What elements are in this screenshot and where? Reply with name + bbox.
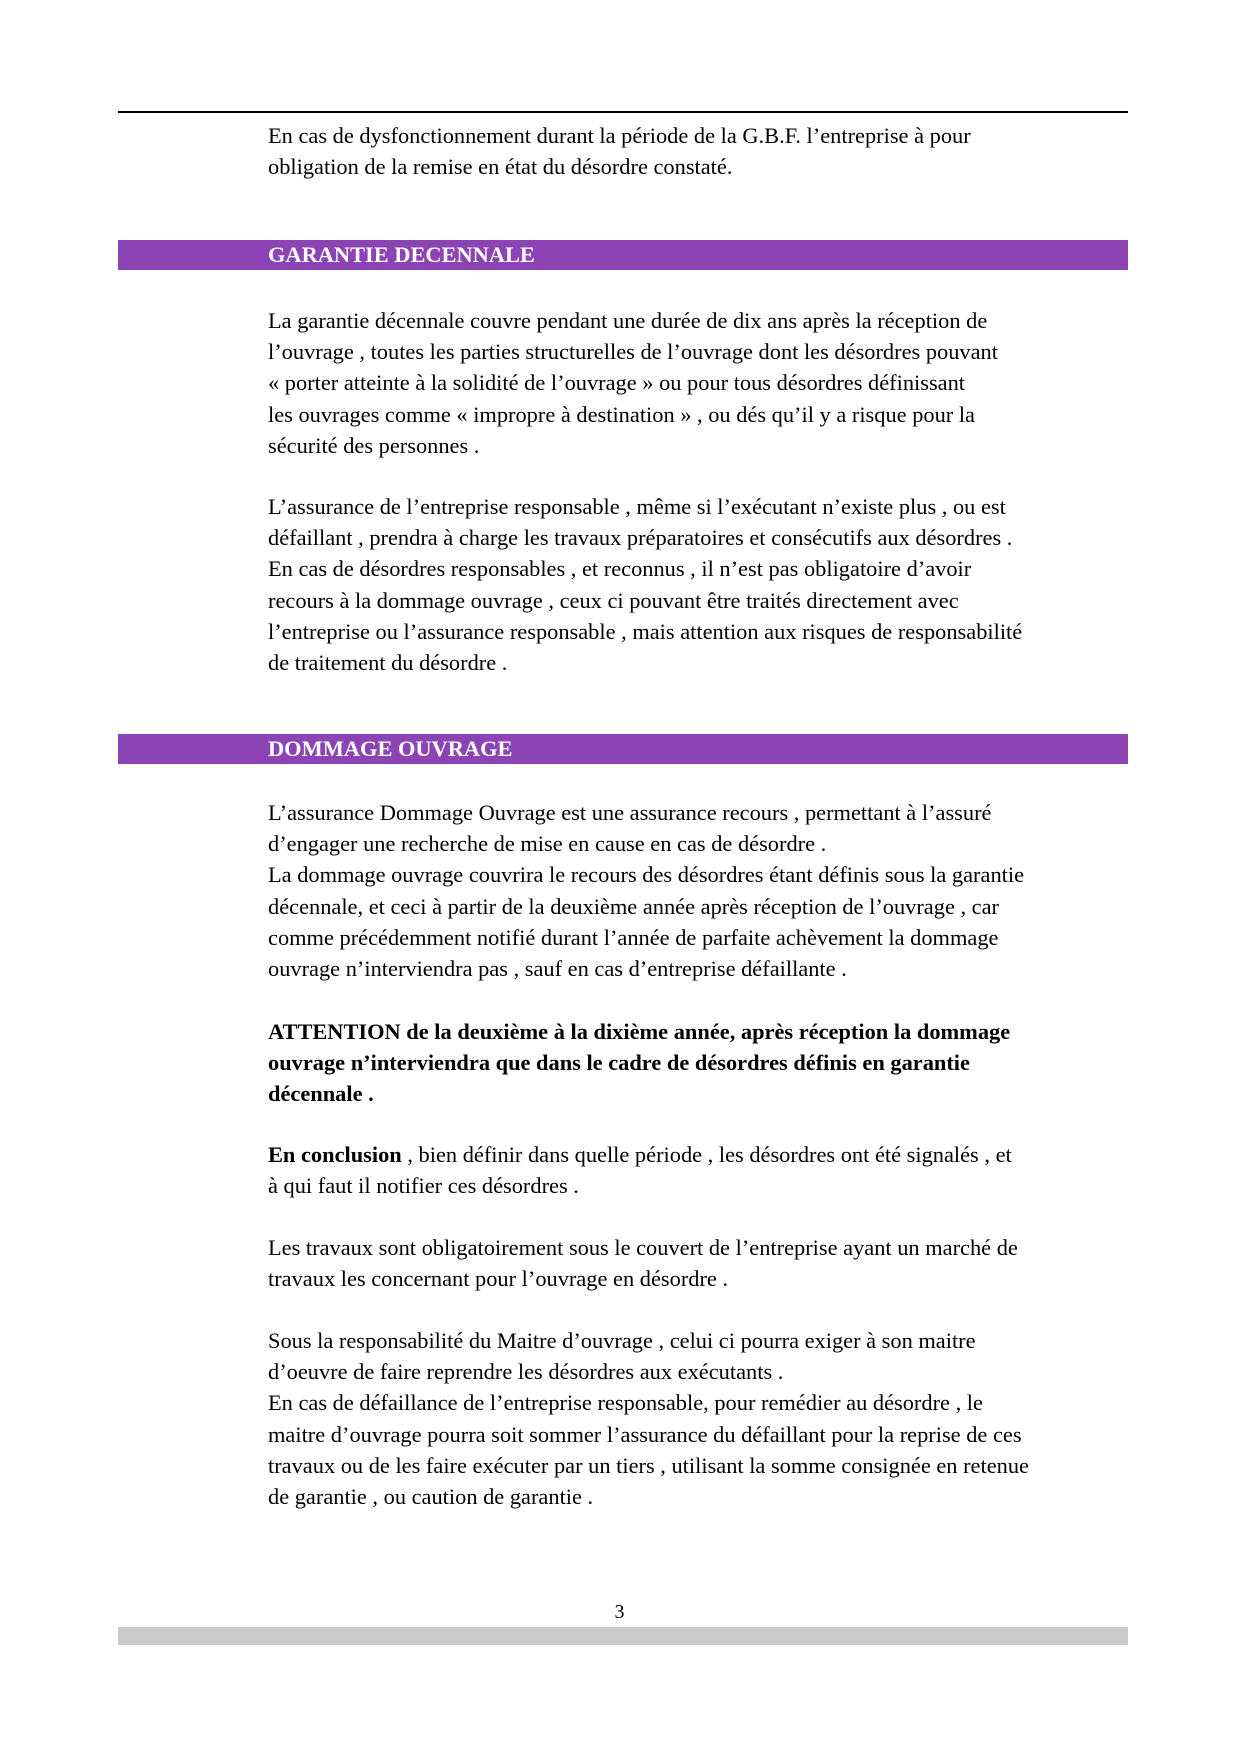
attention-paragraph: ATTENTION de la deuxième à la dixième année, après réception la dommage ouvrage n’interviendra que dans le cadre de désordres définis en garantie décennale . xyxy=(268,1019,1011,1107)
header-rule xyxy=(118,111,1128,113)
conclusion-text: , bien définir dans quelle période , les désordres ont été signalés , et à qui faut il notifier ces désordres . xyxy=(268,1142,1012,1199)
conclusion-paragraph xyxy=(268,1139,1128,1201)
section-title: DOMMAGE OUVRAGE xyxy=(268,736,513,761)
decennale-paragraph-1: La garantie décennale couvre pendant une durée de dix ans après la réception de l’ouvrage , toutes les parties structurelles de l’ouvrage dont les désordres pouvant « porter atteinte à la solidité de l’ouvrage » ou pour tous désordres définissant les ouvrages comme « impropre à destination » , ou dés qu’il y a risque pour la sécurité des personnes . xyxy=(268,308,998,458)
conclusion-lead: En conclusion xyxy=(268,1142,402,1167)
decennale-paragraph-2: L’assurance de l’entreprise responsable , même si l’exécutant n’existe plus , ou est défaillant , prendra à charge les travaux préparatoires et consécutifs aux désordres . En cas de désordres responsables , et reconnus , il n’est pas obligatoire d’avoir recours à la dommage ouvrage , ceux ci pouvant être traités directement avec l’entreprise ou l’assurance responsable , mais attention aux risques de responsabilité de traitement du désordre . xyxy=(268,494,1023,676)
footer-bar xyxy=(118,1627,1128,1645)
section-header-garantie-decennale xyxy=(118,240,1128,270)
intro-paragraph: En cas de dysfonctionnement durant la période de la G.B.F. l’entreprise à pour obligation de la remise en état du désordre constaté. xyxy=(268,123,971,180)
travaux-paragraph: Les travaux sont obligatoirement sous le couvert de l’entreprise ayant un marché de travaux les concernant pour l’ouvrage en désordre . xyxy=(268,1235,1018,1292)
responsabilite-paragraph: Sous la responsabilité du Maitre d’ouvrage , celui ci pourra exiger à son maitre d’oeuvre de faire reprendre les désordres aux exécutants . En cas de défaillance de l’entreprise responsable, pour remédier au désordre , le maitre d’ouvrage pourra soit sommer l’assurance du défaillant pour la reprise de ces travaux ou de les faire exécuter par un tiers , utilisant la somme consignée en retenue de garantie , ou caution de garantie . xyxy=(268,1328,1029,1510)
section-header-dommage-ouvrage xyxy=(118,734,1128,764)
page-number: 3 xyxy=(614,1601,625,1623)
dommage-paragraph-1: L’assurance Dommage Ouvrage est une assurance recours , permettant à l’assuré d’engager une recherche de mise en cause en cas de désordre . La dommage ouvrage couvrira le recours des désordres étant définis sous la garantie décennale, et ceci à partir de la deuxième année après réception de l’ouvrage , car comme précédemment notifié durant l’année de parfaite achèvement la dommage ouvrage n’interviendra pas , sauf en cas d’entreprise défaillante . xyxy=(268,800,1025,982)
section-title: GARANTIE DECENNALE xyxy=(268,242,535,267)
